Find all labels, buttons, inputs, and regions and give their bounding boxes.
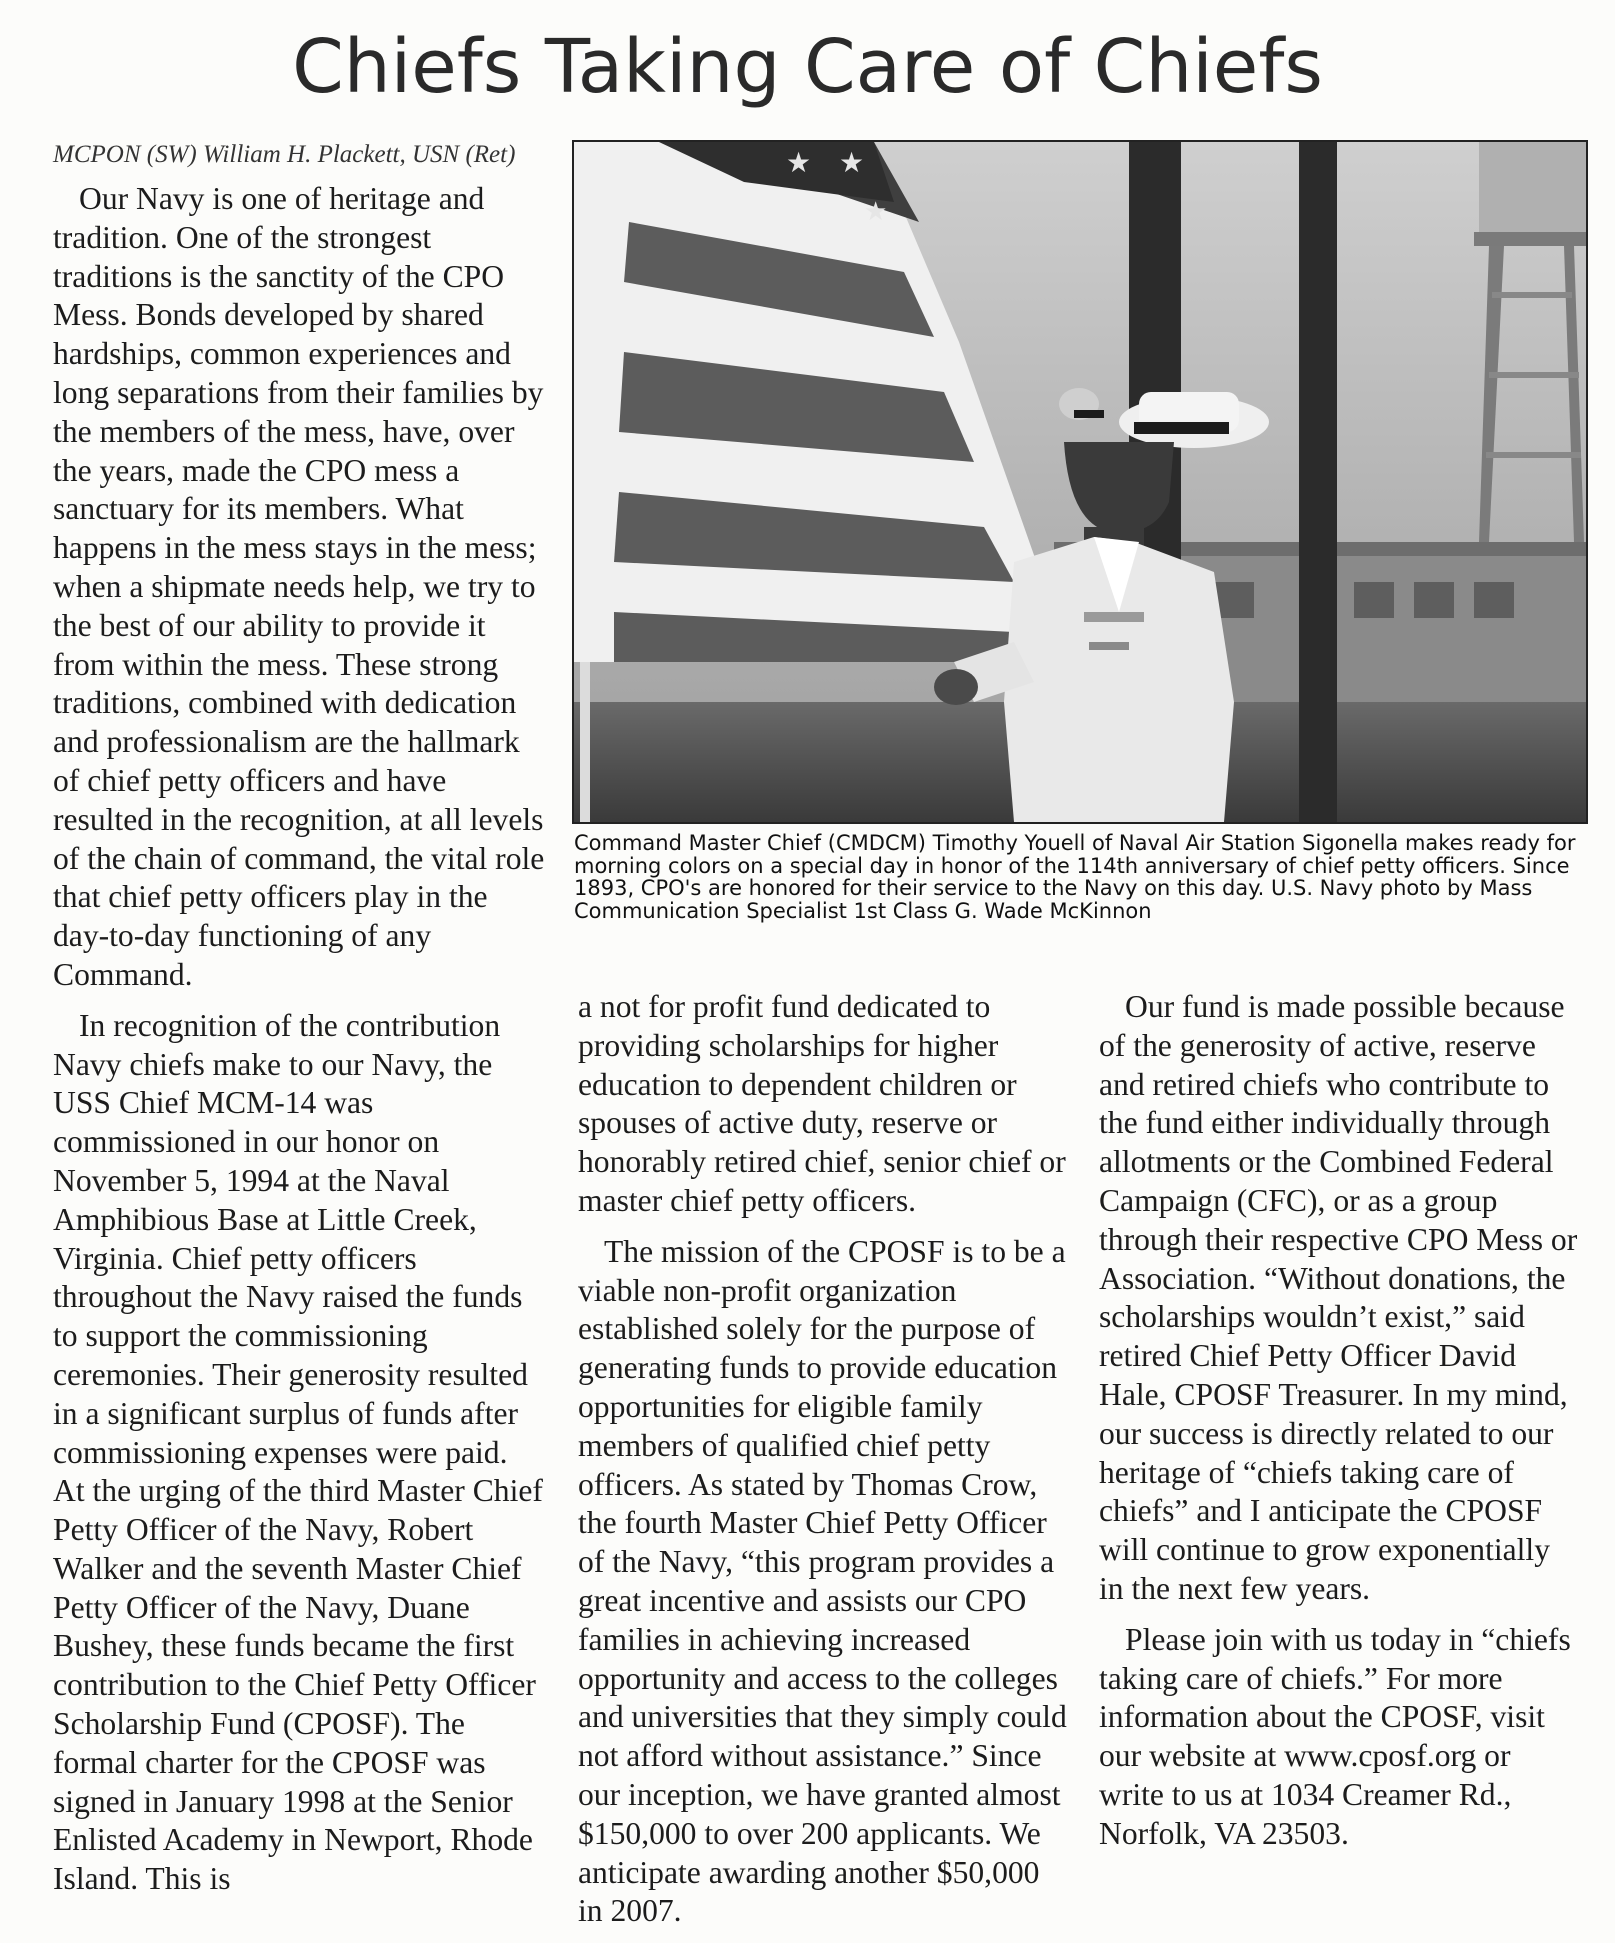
flag-ceremony-photo xyxy=(572,140,1588,824)
paragraph: Our fund is made possible because of the generosity of active, reserve and retired chiefs who contribute to the fund either individually through allotments or the Combined Federal Campaign (CFC), or as a group through their respective CPO Mess or Association. “Without donations, the scholarships wouldn’t exist,” said retired Chief Petty Officer David Hale, CPOSF Treasurer. In my mind, our success is directly related to our heritage of “chiefs taking care of chiefs” and I anticipate the CPOSF will continue to grow exponentially in the next few years. xyxy=(1099,989,1578,1606)
paragraph: Our Navy is one of heritage and tradition. One of the strongest traditions is the sanctity of the CPO Mess. Bonds developed by shared hardships, common experiences and long separations from their families by the members of the mess, have, over the years, made the CPO mess a sanctuary for its members. What happens in the mess stays in the mess; when a shipmate needs help, we try to the best of our ability to provide it from within the mess. These strong traditions, combined with dedication and professionalism are the hallmark of chief petty officers and have resulted in the recognition, at all levels of the chain of command, the vital role that chief petty officers play in the day-to-day functioning of any Command. xyxy=(53,181,545,992)
article-column-2 xyxy=(578,988,1068,1943)
svg-text:★: ★ xyxy=(839,146,865,179)
article-column-3 xyxy=(1099,988,1579,1866)
article-title: Chiefs Taking Care of Chiefs xyxy=(292,24,1323,110)
paragraph: a not for profit fund dedicated to providing scholarships for higher education to dependent children or spouses of active duty, reserve or honorably retired chief, senior chief or master chief petty officers. xyxy=(578,989,1066,1218)
photo-caption: Command Master Chief (CMDCM) Timothy Youell of Naval Air Station Sigonella makes ready for morning colors on a special day in honor of the 114th anniversary of chief petty officers. Since 1893, CPO's are honored for their service to the Navy on this day. U.S. Navy photo by Mass Communication Specialist 1st Class G. Wade McKinnon xyxy=(574,831,1576,923)
paragraph: The mission of the CPOSF is to be a viable non-profit organization established solely for the purpose of generating funds to provide education opportunities for eligible family members of qualified chief petty officers. As stated by Thomas Crow, the fourth Master Chief Petty Officer of the Navy, “this program provides a great incentive and assists our CPO families in achieving increased opportunity and access to the colleges and universities that they simply could not afford without assistance.” Since our inception, we have granted almost $150,000 to over 200 applicants. We anticipate awarding another $50,000 in 2007. xyxy=(578,1233,1067,1929)
svg-text:★: ★ xyxy=(786,146,812,179)
paragraph: Please join with us today in “chiefs taking care of chiefs.” For more information about the CPOSF, visit our website at www.cposf.org or write to us at 1034 Creamer Rd., Norfolk, VA 23503. xyxy=(1099,1621,1571,1851)
svg-text:★: ★ xyxy=(864,197,888,227)
article-byline: MCPON (SW) William H. Plackett, USN (Ret) xyxy=(53,141,516,168)
paragraph: In recognition of the contribution Navy chiefs make to our Navy, the USS Chief MCM-14 was commissioned in our honor on November 5, 1994 at the Naval Amphibious Base at Little Creek, Virginia. Chief petty officers throughout the Navy raised the funds to support the commissioning ceremonies. Their generosity resulted in a significant surplus of funds after commissioning expenses were paid. At the urging of the third Master Chief Petty Officer of the Navy, Robert Walker and the seventh Master Chief Petty Officer of the Navy, Duane Bushey, these funds became the first contribution to the Chief Petty Officer Scholarship Fund (CPOSF). The formal charter for the CPOSF was signed in January 1998 at the Senior Enlisted Academy in Newport, Rhode Island. This is xyxy=(53,1007,543,1897)
article-column-1 xyxy=(53,180,545,1911)
